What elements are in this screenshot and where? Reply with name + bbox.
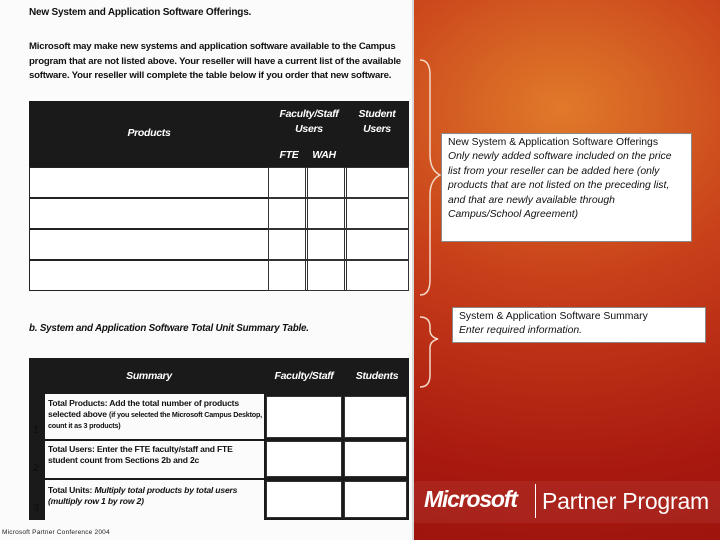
row-divider (45, 478, 265, 480)
student-cell[interactable] (346, 229, 409, 260)
wah-header: WAH (312, 149, 336, 161)
students-header: Students (355, 370, 399, 382)
faculty-staff-cell[interactable] (266, 396, 342, 438)
callout-description: Only newly added software included on the price list from your reseller can be added here (only products that are not listed on the preceding list, and that are newly available through Campus/School Agreement) (448, 151, 672, 221)
row-label-bold: Total Users: (48, 444, 95, 454)
wah-cell[interactable] (307, 167, 345, 198)
partner-program-label: Partner Program (542, 488, 710, 514)
student-cell[interactable] (346, 198, 409, 229)
summary-row-label (48, 444, 262, 466)
summary-header: Summary (126, 370, 172, 382)
row-label-bold: Total Units: (48, 485, 93, 495)
products-header: Products (127, 127, 171, 139)
student-cell[interactable] (346, 167, 409, 198)
fte-cell[interactable] (268, 229, 306, 260)
row-number: 3 (33, 502, 40, 514)
faculty-staff-header: Faculty/Staff (274, 370, 334, 382)
callout-summary (452, 307, 706, 343)
summary-row-label (48, 485, 262, 507)
row-number: 1 (33, 424, 40, 436)
callout-title: New System & Application Software Offerings (448, 137, 659, 148)
callout-new-software (441, 133, 692, 242)
student-cell[interactable] (346, 260, 409, 291)
students-cell[interactable] (344, 441, 407, 477)
fte-header: FTE (279, 149, 299, 161)
row-divider (45, 439, 265, 441)
table-b-header (29, 358, 409, 394)
row-label-bold: Total Products: (48, 398, 108, 408)
document-title: New System and Application Software Offerings. (29, 7, 252, 18)
logo-separator (535, 484, 536, 518)
conference-footer: Microsoft Partner Conference 2004 (2, 529, 110, 536)
brace-summary (420, 317, 438, 387)
row-label-note: (if you selected the Microsoft Campus Desktop, count it as 3 products) (48, 410, 262, 430)
students-cell[interactable] (344, 481, 407, 518)
section-b-title: b. System and Application Software Total Unit Summary Table. (29, 323, 309, 334)
row-label-text: Add the total number of products selected above (48, 398, 239, 419)
fte-cell[interactable] (268, 167, 306, 198)
table-a-header (29, 101, 409, 167)
fte-cell[interactable] (268, 198, 306, 229)
wah-cell[interactable] (307, 229, 345, 260)
brace-new-software (420, 60, 440, 295)
wah-cell[interactable] (307, 260, 345, 291)
faculty-staff-cell[interactable] (266, 481, 342, 518)
summary-row-label (48, 398, 262, 431)
fte-cell[interactable] (268, 260, 306, 291)
faculty-staff-users-header: Faculty/Staff Users (279, 108, 339, 135)
faculty-staff-cell[interactable] (266, 441, 342, 477)
row-label-text: Multiply total products by total users (multiply row 1 by row 2) (48, 485, 238, 506)
wah-cell[interactable] (307, 198, 345, 229)
callout-title: System & Application Software Summary (459, 311, 648, 322)
microsoft-logo: Microsoft (424, 486, 517, 512)
row-number: 2 (33, 462, 40, 474)
students-cell[interactable] (344, 396, 407, 438)
callout-description: Enter required information. (459, 325, 583, 337)
document-paragraph: Microsoft may make new systems and application software available to the Campus program that are not listed above. Your reseller will have a current list of the available software. Your reseller will complete the table below if you order that new software. (29, 41, 401, 81)
row-label-text: Enter the FTE faculty/staff and FTE student count from Sections 2b and 2c (48, 444, 233, 465)
student-users-header: Student Users (358, 108, 396, 135)
